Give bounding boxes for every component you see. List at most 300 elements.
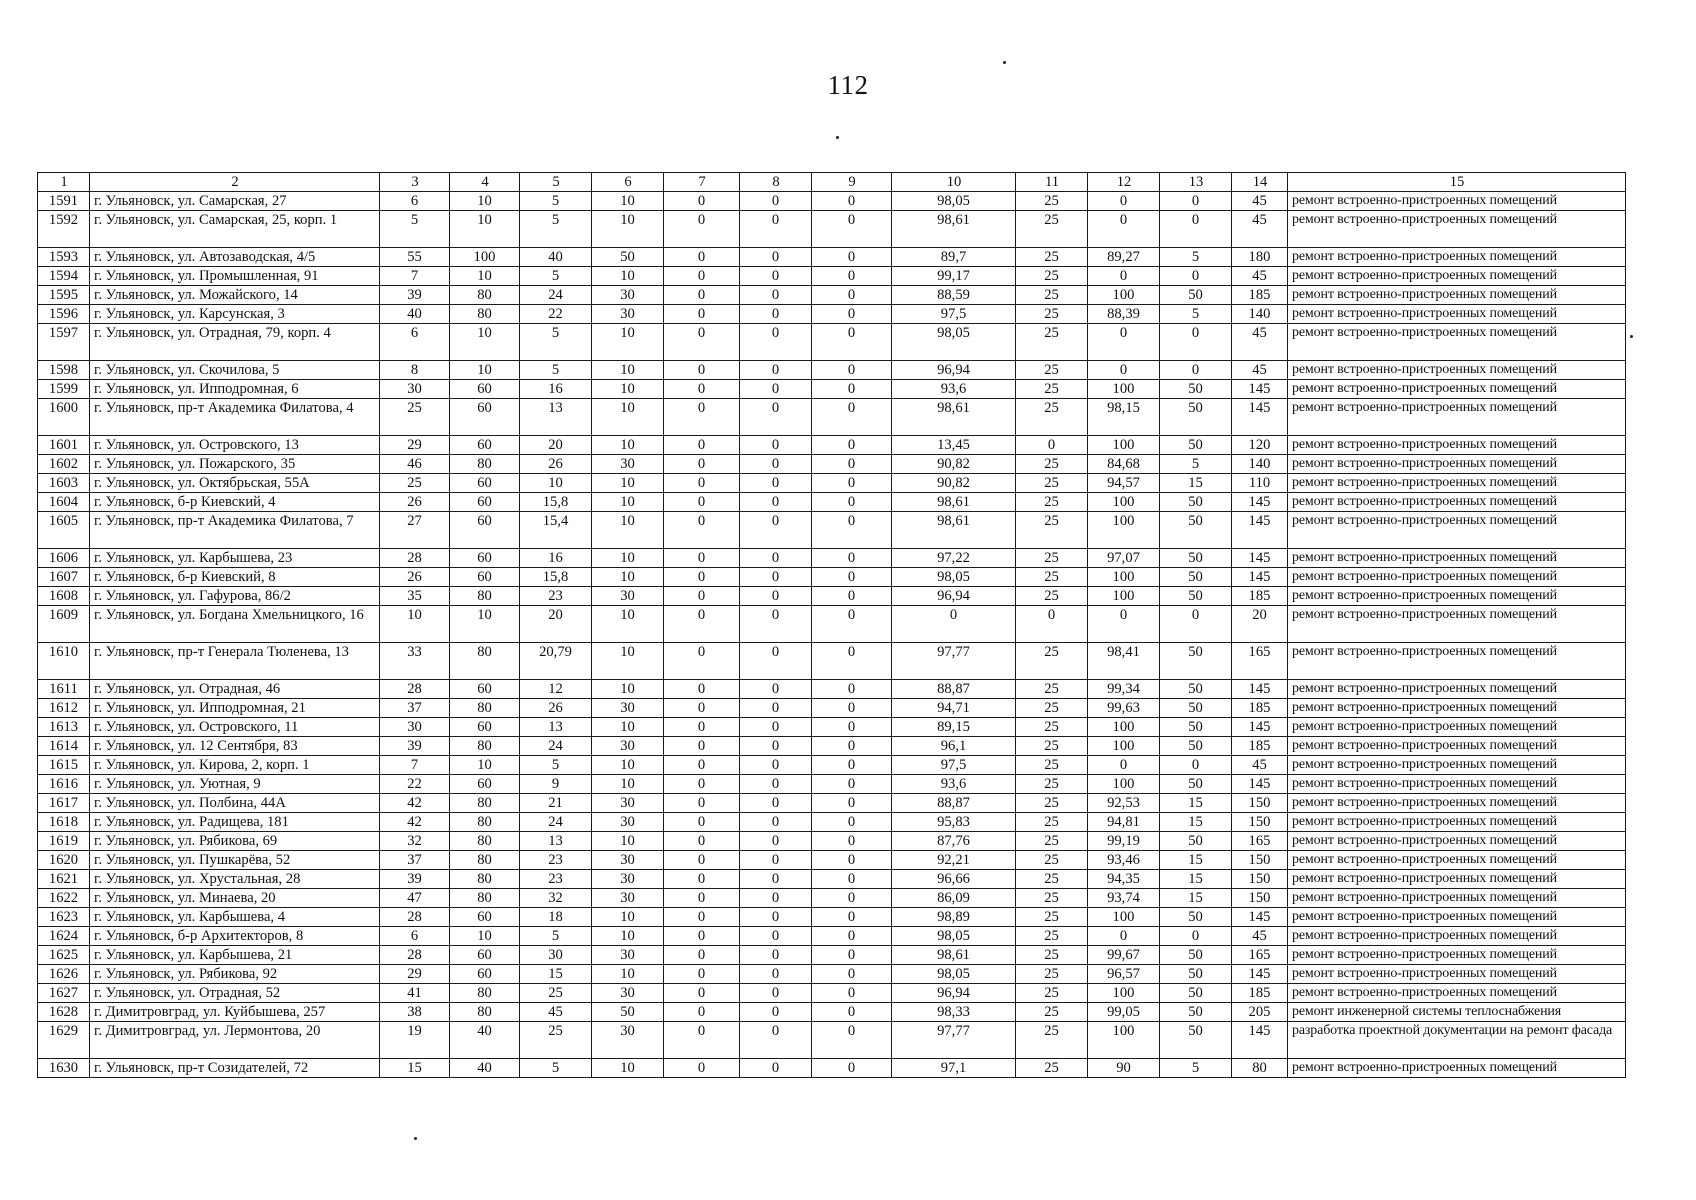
value-cell: 185	[1232, 737, 1288, 756]
value-cell: 50	[1160, 680, 1232, 699]
value-cell: 39	[380, 737, 450, 756]
value-cell: 13,45	[892, 436, 1016, 455]
value-cell: 10	[592, 324, 664, 361]
value-cell: 7	[380, 756, 450, 775]
work-type-cell: ремонт встроенно-пристроенных помещений	[1288, 851, 1626, 870]
value-cell: 10	[592, 211, 664, 248]
value-cell: 10	[592, 643, 664, 680]
table-header-row	[38, 173, 1626, 192]
value-cell: 80	[450, 737, 520, 756]
value-cell: 0	[812, 775, 892, 794]
value-cell: 0	[1088, 927, 1160, 946]
value-cell: 0	[664, 946, 740, 965]
table-row	[38, 606, 1626, 643]
value-cell: 0	[664, 1003, 740, 1022]
value-cell: 23	[520, 851, 592, 870]
value-cell: 0	[664, 832, 740, 851]
column-header: 7	[664, 173, 740, 192]
value-cell: 88,87	[892, 794, 1016, 813]
value-cell: 87,76	[892, 832, 1016, 851]
row-number-cell: 1606	[38, 549, 90, 568]
work-type-cell: ремонт встроенно-пристроенных помещений	[1288, 286, 1626, 305]
value-cell: 15	[1160, 474, 1232, 493]
value-cell: 80	[450, 699, 520, 718]
value-cell: 0	[664, 965, 740, 984]
value-cell: 20	[1232, 606, 1288, 643]
value-cell: 10	[592, 965, 664, 984]
address-cell: г. Ульяновск, ул. Островского, 13	[90, 436, 380, 455]
value-cell: 5	[380, 211, 450, 248]
row-number-cell: 1616	[38, 775, 90, 794]
value-cell: 0	[812, 680, 892, 699]
value-cell: 25	[1016, 267, 1088, 286]
value-cell: 40	[450, 1059, 520, 1078]
value-cell: 98,61	[892, 399, 1016, 436]
value-cell: 10	[592, 192, 664, 211]
value-cell: 10	[592, 549, 664, 568]
column-header: 15	[1288, 173, 1626, 192]
address-cell: г. Димитровград, ул. Куйбышева, 257	[90, 1003, 380, 1022]
table-row	[38, 512, 1626, 549]
value-cell: 0	[740, 305, 812, 324]
value-cell: 88,39	[1088, 305, 1160, 324]
value-cell: 5	[520, 192, 592, 211]
value-cell: 6	[380, 324, 450, 361]
value-cell: 50	[1160, 832, 1232, 851]
column-header: 3	[380, 173, 450, 192]
value-cell: 25	[1016, 587, 1088, 606]
value-cell: 0	[740, 946, 812, 965]
value-cell: 92,53	[1088, 794, 1160, 813]
value-cell: 6	[380, 927, 450, 946]
value-cell: 99,34	[1088, 680, 1160, 699]
table-row	[38, 436, 1626, 455]
work-type-cell: ремонт встроенно-пристроенных помещений	[1288, 512, 1626, 549]
value-cell: 28	[380, 680, 450, 699]
value-cell: 23	[520, 870, 592, 889]
value-cell: 25	[1016, 512, 1088, 549]
value-cell: 98,61	[892, 211, 1016, 248]
work-type-cell: ремонт встроенно-пристроенных помещений	[1288, 267, 1626, 286]
value-cell: 10	[592, 361, 664, 380]
work-type-cell: ремонт встроенно-пристроенных помещений	[1288, 699, 1626, 718]
value-cell: 50	[1160, 699, 1232, 718]
value-cell: 185	[1232, 286, 1288, 305]
value-cell: 98,05	[892, 324, 1016, 361]
address-cell: г. Ульяновск, ул. Самарская, 27	[90, 192, 380, 211]
value-cell: 100	[1088, 984, 1160, 1003]
table-row	[38, 794, 1626, 813]
value-cell: 0	[812, 718, 892, 737]
value-cell: 60	[450, 399, 520, 436]
value-cell: 88,59	[892, 286, 1016, 305]
value-cell: 0	[812, 794, 892, 813]
table-row	[38, 380, 1626, 399]
value-cell: 13	[520, 832, 592, 851]
table-row	[38, 756, 1626, 775]
value-cell: 0	[740, 813, 812, 832]
value-cell: 0	[892, 606, 1016, 643]
value-cell: 25	[1016, 756, 1088, 775]
work-type-cell: ремонт встроенно-пристроенных помещений	[1288, 643, 1626, 680]
row-number-cell: 1603	[38, 474, 90, 493]
value-cell: 5	[1160, 248, 1232, 267]
address-cell: г. Ульяновск, ул. Радищева, 181	[90, 813, 380, 832]
value-cell: 0	[812, 870, 892, 889]
work-type-cell: ремонт встроенно-пристроенных помещений	[1288, 775, 1626, 794]
scan-speck	[1003, 61, 1006, 64]
value-cell: 120	[1232, 436, 1288, 455]
value-cell: 145	[1232, 568, 1288, 587]
row-number-cell: 1618	[38, 813, 90, 832]
value-cell: 94,35	[1088, 870, 1160, 889]
value-cell: 10	[450, 606, 520, 643]
value-cell: 100	[1088, 737, 1160, 756]
value-cell: 0	[1160, 324, 1232, 361]
table-body	[38, 192, 1626, 1078]
address-cell: г. Ульяновск, ул. Карбышева, 23	[90, 549, 380, 568]
value-cell: 0	[1160, 192, 1232, 211]
value-cell: 60	[450, 718, 520, 737]
value-cell: 0	[740, 718, 812, 737]
value-cell: 80	[450, 813, 520, 832]
value-cell: 0	[664, 794, 740, 813]
row-number-cell: 1609	[38, 606, 90, 643]
value-cell: 25	[1016, 851, 1088, 870]
value-cell: 94,71	[892, 699, 1016, 718]
value-cell: 60	[450, 568, 520, 587]
column-header: 6	[592, 173, 664, 192]
work-type-cell: ремонт встроенно-пристроенных помещений	[1288, 737, 1626, 756]
work-type-cell: ремонт встроенно-пристроенных помещений	[1288, 493, 1626, 512]
table-row	[38, 870, 1626, 889]
table-row	[38, 587, 1626, 606]
value-cell: 0	[1088, 211, 1160, 248]
value-cell: 0	[664, 908, 740, 927]
value-cell: 60	[450, 965, 520, 984]
work-type-cell: ремонт встроенно-пристроенных помещений	[1288, 436, 1626, 455]
table-row	[38, 908, 1626, 927]
value-cell: 60	[450, 380, 520, 399]
value-cell: 0	[812, 965, 892, 984]
table-row	[38, 493, 1626, 512]
value-cell: 10	[450, 927, 520, 946]
row-number-cell: 1627	[38, 984, 90, 1003]
value-cell: 16	[520, 380, 592, 399]
work-type-cell: ремонт встроенно-пристроенных помещений	[1288, 718, 1626, 737]
address-cell: г. Ульяновск, ул. Рябикова, 69	[90, 832, 380, 851]
row-number-cell: 1624	[38, 927, 90, 946]
value-cell: 25	[1016, 324, 1088, 361]
value-cell: 0	[740, 361, 812, 380]
value-cell: 150	[1232, 813, 1288, 832]
value-cell: 21	[520, 794, 592, 813]
column-header: 9	[812, 173, 892, 192]
row-number-cell: 1607	[38, 568, 90, 587]
value-cell: 0	[1160, 267, 1232, 286]
value-cell: 0	[812, 643, 892, 680]
value-cell: 165	[1232, 946, 1288, 965]
address-cell: г. Ульяновск, ул. Ипподромная, 21	[90, 699, 380, 718]
value-cell: 0	[1088, 267, 1160, 286]
scan-speck	[414, 1137, 417, 1140]
value-cell: 99,19	[1088, 832, 1160, 851]
row-number-cell: 1610	[38, 643, 90, 680]
value-cell: 0	[740, 606, 812, 643]
value-cell: 110	[1232, 474, 1288, 493]
value-cell: 50	[1160, 1003, 1232, 1022]
value-cell: 30	[592, 946, 664, 965]
address-cell: г. Ульяновск, ул. Карсунская, 3	[90, 305, 380, 324]
table-row	[38, 680, 1626, 699]
value-cell: 96,57	[1088, 965, 1160, 984]
value-cell: 10	[450, 324, 520, 361]
value-cell: 25	[1016, 568, 1088, 587]
row-number-cell: 1597	[38, 324, 90, 361]
value-cell: 98,33	[892, 1003, 1016, 1022]
value-cell: 92,21	[892, 851, 1016, 870]
value-cell: 30	[592, 455, 664, 474]
value-cell: 140	[1232, 305, 1288, 324]
value-cell: 30	[592, 889, 664, 908]
work-type-cell: ремонт встроенно-пристроенных помещений	[1288, 399, 1626, 436]
value-cell: 30	[380, 380, 450, 399]
row-number-cell: 1612	[38, 699, 90, 718]
value-cell: 25	[520, 1022, 592, 1059]
row-number-cell: 1626	[38, 965, 90, 984]
value-cell: 145	[1232, 775, 1288, 794]
table-row	[38, 699, 1626, 718]
value-cell: 80	[450, 455, 520, 474]
data-table-container	[37, 172, 1626, 1078]
value-cell: 97,1	[892, 1059, 1016, 1078]
value-cell: 0	[664, 512, 740, 549]
table-row	[38, 927, 1626, 946]
value-cell: 10	[592, 436, 664, 455]
value-cell: 5	[520, 267, 592, 286]
value-cell: 5	[520, 211, 592, 248]
value-cell: 0	[740, 927, 812, 946]
value-cell: 38	[380, 1003, 450, 1022]
value-cell: 50	[1160, 775, 1232, 794]
value-cell: 0	[740, 324, 812, 361]
value-cell: 89,15	[892, 718, 1016, 737]
column-header: 12	[1088, 173, 1160, 192]
value-cell: 0	[812, 549, 892, 568]
value-cell: 26	[520, 699, 592, 718]
value-cell: 0	[664, 192, 740, 211]
value-cell: 19	[380, 1022, 450, 1059]
value-cell: 84,68	[1088, 455, 1160, 474]
value-cell: 0	[740, 1003, 812, 1022]
address-cell: г. Ульяновск, ул. Самарская, 25, корп. 1	[90, 211, 380, 248]
value-cell: 145	[1232, 1022, 1288, 1059]
address-cell: г. Ульяновск, ул. Карбышева, 4	[90, 908, 380, 927]
row-number-cell: 1604	[38, 493, 90, 512]
value-cell: 0	[664, 718, 740, 737]
value-cell: 0	[812, 474, 892, 493]
page-number: 112	[827, 70, 869, 100]
value-cell: 5	[520, 1059, 592, 1078]
value-cell: 0	[664, 267, 740, 286]
value-cell: 18	[520, 908, 592, 927]
value-cell: 25	[1016, 305, 1088, 324]
value-cell: 100	[1088, 908, 1160, 927]
address-cell: г. Ульяновск, ул. Промышленная, 91	[90, 267, 380, 286]
value-cell: 5	[520, 927, 592, 946]
value-cell: 25	[1016, 927, 1088, 946]
value-cell: 0	[740, 889, 812, 908]
value-cell: 50	[1160, 984, 1232, 1003]
scan-speck	[836, 136, 839, 139]
value-cell: 10	[450, 361, 520, 380]
row-number-cell: 1594	[38, 267, 90, 286]
value-cell: 45	[1232, 756, 1288, 775]
address-cell: г. Ульяновск, пр-т Генерала Тюленева, 13	[90, 643, 380, 680]
value-cell: 0	[812, 192, 892, 211]
column-header: 10	[892, 173, 1016, 192]
value-cell: 15,4	[520, 512, 592, 549]
work-type-cell: ремонт инженерной системы теплоснабжения	[1288, 1003, 1626, 1022]
value-cell: 0	[812, 305, 892, 324]
value-cell: 89,27	[1088, 248, 1160, 267]
value-cell: 99,67	[1088, 946, 1160, 965]
value-cell: 0	[812, 493, 892, 512]
value-cell: 25	[1016, 399, 1088, 436]
value-cell: 28	[380, 908, 450, 927]
value-cell: 25	[1016, 361, 1088, 380]
value-cell: 96,66	[892, 870, 1016, 889]
table-row	[38, 1022, 1626, 1059]
value-cell: 0	[740, 699, 812, 718]
value-cell: 0	[664, 211, 740, 248]
row-number-cell: 1592	[38, 211, 90, 248]
value-cell: 45	[520, 1003, 592, 1022]
value-cell: 0	[812, 1003, 892, 1022]
value-cell: 30	[592, 737, 664, 756]
work-type-cell: ремонт встроенно-пристроенных помещений	[1288, 549, 1626, 568]
value-cell: 60	[450, 493, 520, 512]
value-cell: 60	[450, 436, 520, 455]
value-cell: 0	[664, 286, 740, 305]
value-cell: 15	[380, 1059, 450, 1078]
value-cell: 30	[592, 870, 664, 889]
value-cell: 0	[812, 248, 892, 267]
value-cell: 25	[1016, 1022, 1088, 1059]
row-number-cell: 1614	[38, 737, 90, 756]
value-cell: 60	[450, 908, 520, 927]
row-number-cell: 1605	[38, 512, 90, 549]
value-cell: 28	[380, 549, 450, 568]
address-cell: г. Ульяновск, ул. Отрадная, 79, корп. 4	[90, 324, 380, 361]
value-cell: 100	[1088, 1022, 1160, 1059]
value-cell: 0	[664, 436, 740, 455]
address-cell: г. Ульяновск, ул. Пушкарёва, 52	[90, 851, 380, 870]
value-cell: 10	[450, 192, 520, 211]
value-cell: 25	[1016, 699, 1088, 718]
work-type-cell: ремонт встроенно-пристроенных помещений	[1288, 889, 1626, 908]
table-row	[38, 832, 1626, 851]
value-cell: 10	[592, 474, 664, 493]
value-cell: 0	[740, 587, 812, 606]
value-cell: 10	[592, 927, 664, 946]
work-type-cell: ремонт встроенно-пристроенных помещений	[1288, 680, 1626, 699]
value-cell: 50	[1160, 493, 1232, 512]
value-cell: 10	[592, 399, 664, 436]
value-cell: 0	[740, 775, 812, 794]
value-cell: 24	[520, 286, 592, 305]
table-row	[38, 286, 1626, 305]
value-cell: 6	[380, 192, 450, 211]
value-cell: 0	[812, 946, 892, 965]
work-type-cell: ремонт встроенно-пристроенных помещений	[1288, 908, 1626, 927]
value-cell: 0	[740, 436, 812, 455]
value-cell: 25	[1016, 1003, 1088, 1022]
row-number-cell: 1601	[38, 436, 90, 455]
value-cell: 9	[520, 775, 592, 794]
row-number-cell: 1620	[38, 851, 90, 870]
value-cell: 0	[740, 680, 812, 699]
value-cell: 50	[1160, 946, 1232, 965]
value-cell: 97,07	[1088, 549, 1160, 568]
value-cell: 99,05	[1088, 1003, 1160, 1022]
table-row	[38, 399, 1626, 436]
row-number-cell: 1593	[38, 248, 90, 267]
value-cell: 50	[1160, 1022, 1232, 1059]
column-header: 14	[1232, 173, 1288, 192]
value-cell: 5	[1160, 305, 1232, 324]
address-cell: г. Ульяновск, ул. Отрадная, 52	[90, 984, 380, 1003]
value-cell: 99,17	[892, 267, 1016, 286]
value-cell: 0	[664, 756, 740, 775]
value-cell: 45	[1232, 267, 1288, 286]
value-cell: 99,63	[1088, 699, 1160, 718]
address-cell: г. Ульяновск, пр-т Академика Филатова, 4	[90, 399, 380, 436]
work-type-cell: ремонт встроенно-пристроенных помещений	[1288, 927, 1626, 946]
value-cell: 45	[1232, 361, 1288, 380]
value-cell: 15	[1160, 870, 1232, 889]
value-cell: 23	[520, 587, 592, 606]
value-cell: 80	[1232, 1059, 1288, 1078]
value-cell: 98,05	[892, 965, 1016, 984]
address-cell: г. Ульяновск, б-р Киевский, 4	[90, 493, 380, 512]
value-cell: 98,05	[892, 192, 1016, 211]
row-number-cell: 1599	[38, 380, 90, 399]
value-cell: 98,15	[1088, 399, 1160, 436]
work-type-cell: ремонт встроенно-пристроенных помещений	[1288, 192, 1626, 211]
value-cell: 33	[380, 643, 450, 680]
table-row	[38, 851, 1626, 870]
value-cell: 80	[450, 643, 520, 680]
work-type-cell: ремонт встроенно-пристроенных помещений	[1288, 813, 1626, 832]
value-cell: 93,6	[892, 775, 1016, 794]
value-cell: 50	[1160, 737, 1232, 756]
value-cell: 55	[380, 248, 450, 267]
value-cell: 98,05	[892, 568, 1016, 587]
column-header: 5	[520, 173, 592, 192]
value-cell: 97,5	[892, 305, 1016, 324]
value-cell: 12	[520, 680, 592, 699]
value-cell: 25	[1016, 211, 1088, 248]
value-cell: 39	[380, 286, 450, 305]
value-cell: 0	[664, 606, 740, 643]
value-cell: 10	[450, 211, 520, 248]
address-cell: г. Ульяновск, ул. Хрустальная, 28	[90, 870, 380, 889]
value-cell: 25	[1016, 493, 1088, 512]
value-cell: 98,41	[1088, 643, 1160, 680]
work-type-cell: ремонт встроенно-пристроенных помещений	[1288, 794, 1626, 813]
value-cell: 13	[520, 399, 592, 436]
